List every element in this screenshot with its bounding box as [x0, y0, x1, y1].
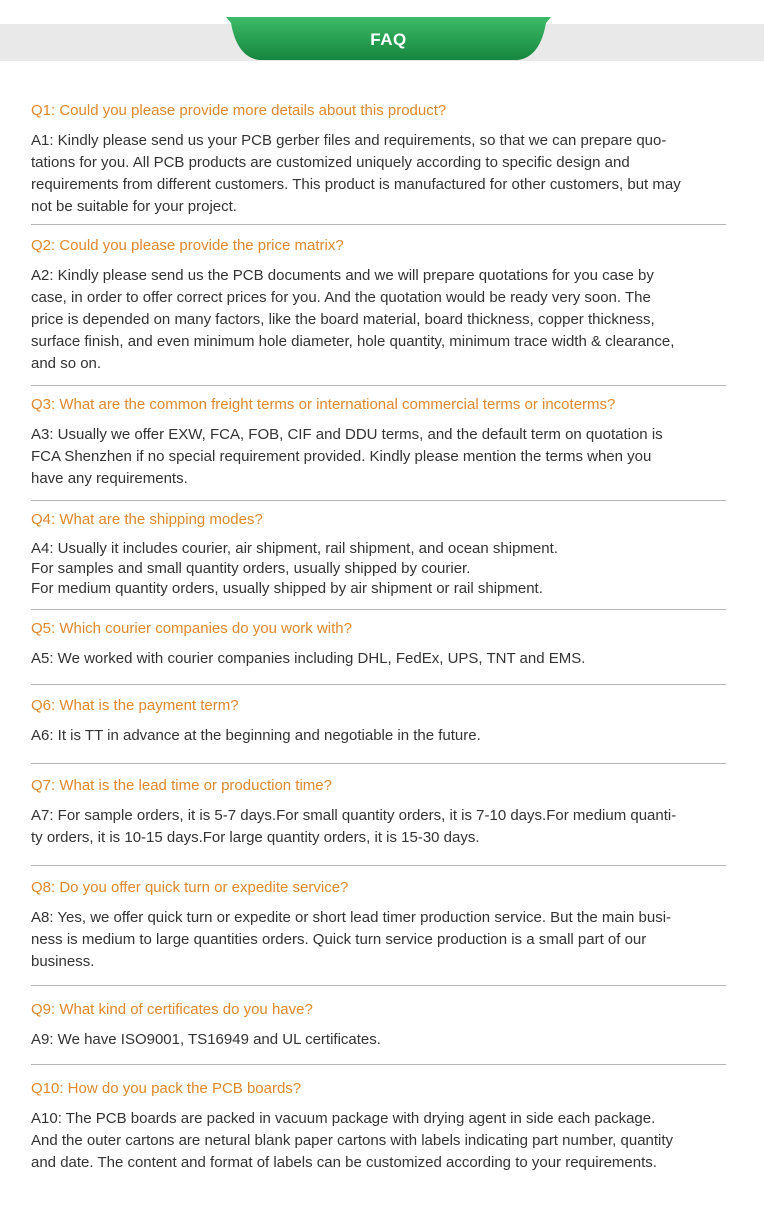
faq-item: [31, 386, 726, 501]
faq-item: [31, 1065, 726, 1186]
faq-item: [31, 92, 726, 225]
faq-answer: A5: We worked with courier companies including DHL, FedEx, UPS, TNT and EMS.: [31, 650, 586, 667]
faq-answer: A3: Usually we offer EXW, FCA, FOB, CIF and DDU terms, and the default term on quotation is FCA Shenzhen if no special requirement provided. Kindly please mention the terms when you have any requirements.: [31, 426, 663, 487]
faq-item: [31, 610, 726, 685]
faq-answer: A10: The PCB boards are packed in vacuum package with drying agent in side each package. And the outer cartons are netural blank paper cartons with labels indicating part number, quantity and date. The content and format of labels can be customized according to your requirements.: [31, 1110, 674, 1171]
faq-item: [31, 685, 726, 764]
faq-question: Q7: What is the lead time or production time?: [31, 777, 332, 794]
faq-question: Q4: What are the shipping modes?: [31, 511, 263, 528]
faq-answer: A1: Kindly please send us your PCB gerber files and requirements, so that we can prepare quo- tations for you. All PCB products are customized uniquely according to specific design and requirements from different customers. This product is manufactured for other customers, but may not be suitable for your project.: [31, 132, 681, 215]
faq-answer: A8: Yes, we offer quick turn or expedite or short lead timer production service. But the main busi- ness is medium to large quantities orders. Quick turn service production is a small part of our business.: [31, 909, 672, 970]
faq-item: [31, 501, 726, 610]
faq-answer: A2: Kindly please send us the PCB documents and we will prepare quotations for you case by case, in order to offer correct prices for you. And the quotation would be ready very soon. The price is depended on many factors, like the board material, board thickness, copper thickness, surface finish, and even minimum hole diameter, hole quantity, minimum trace width & clearance, and so on.: [31, 267, 675, 372]
page-title: FAQ: [370, 30, 407, 49]
faq-question: Q5: Which courier companies do you work with?: [31, 620, 352, 637]
faq-question: Q6: What is the payment term?: [31, 697, 239, 714]
faq-item: [31, 986, 726, 1065]
faq-answer: A6: It is TT in advance at the beginning and negotiable in the future.: [31, 727, 481, 744]
faq-question: Q2: Could you please provide the price matrix?: [31, 237, 344, 254]
faq-question: Q9: What kind of certificates do you have?: [31, 1001, 313, 1018]
faq-title-tab: [226, 17, 551, 61]
faq-question: Q1: Could you please provide more details about this product?: [31, 102, 447, 119]
faq-question: Q10: How do you pack the PCB boards?: [31, 1080, 302, 1097]
faq-item: [31, 866, 726, 986]
faq-item: [31, 225, 726, 386]
faq-question: Q3: What are the common freight terms or international commercial terms or incoterms?: [31, 396, 616, 413]
faq-question: Q8: Do you offer quick turn or expedite service?: [31, 879, 349, 896]
faq-answer: A9: We have ISO9001, TS16949 and UL certificates.: [31, 1031, 381, 1048]
faq-list: [31, 92, 726, 1186]
faq-answer: A7: For sample orders, it is 5-7 days.For small quantity orders, it is 7-10 days.For medium quanti- ty orders, it is 10-15 days.For large quantity orders, it is 15-30 days.: [31, 807, 677, 846]
faq-answer: A4: Usually it includes courier, air shipment, rail shipment, and ocean shipment. For samples and small quantity orders, usually shipped by courier. For medium quantity orders, usually shipped by air shipment or rail shipment.: [31, 540, 558, 597]
faq-item: [31, 764, 726, 866]
